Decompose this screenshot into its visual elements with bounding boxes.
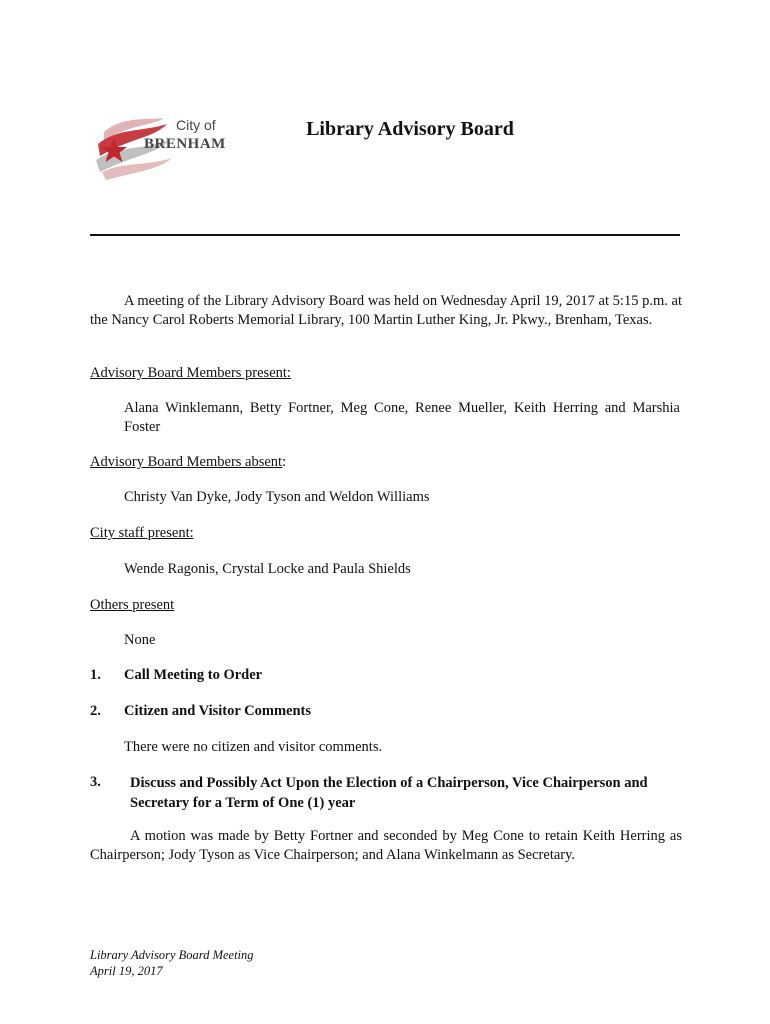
agenda-item-3-number: 3.	[90, 774, 101, 790]
document-title: Library Advisory Board	[306, 118, 514, 140]
others-present-heading: Others present	[90, 597, 175, 613]
logo-brenham-text: BRENHAM	[144, 136, 226, 152]
members-present-heading: Advisory Board Members present:	[90, 365, 291, 381]
members-present-list: Alana Winklemann, Betty Fortner, Meg Cone, Renee Mueller, Keith Herring and Marshia Foster	[124, 400, 680, 435]
agenda-item-3-body: A motion was made by Betty Fortner and seconded by Meg Cone to retain Keith Herring as Chairperson; Jody Tyson as Vice Chairperson; and Alana Winkelmann as Secretary.	[90, 828, 682, 863]
agenda-item-1-label: Call Meeting to Order	[124, 667, 263, 683]
intro-paragraph: A meeting of the Library Advisory Board was held on Wednesday April 19, 2017 at 5:15 p.m. at the Nancy Carol Roberts Memorial Library, 100 Martin Luther King, Jr. Pkwy., Brenham, Texas.	[90, 293, 682, 328]
agenda-item-2-number: 2.	[90, 703, 101, 719]
city-staff-heading: City staff present:	[90, 525, 194, 541]
agenda-item-1-number: 1.	[90, 667, 101, 683]
logo-graphic	[92, 110, 232, 182]
page-footer	[90, 947, 254, 979]
footer-line-2: April 19, 2017	[90, 964, 163, 978]
agenda-item-3-label: Discuss and Possibly Act Upon the Election of a Chairperson, Vice Chairperson and Secretary for a Term of One (1) year	[130, 775, 648, 811]
members-absent-heading-row	[90, 453, 682, 472]
footer-line-1: Library Advisory Board Meeting	[90, 948, 254, 962]
header-divider	[90, 234, 680, 236]
members-absent-heading: Advisory Board Members absent	[90, 454, 283, 470]
city-staff-list: Wende Ragonis, Crystal Locke and Paula Shields	[124, 561, 411, 577]
members-absent-colon: :	[282, 454, 287, 470]
agenda-item-2-body: There were no citizen and visitor comments.	[124, 739, 383, 755]
others-present-list: None	[124, 632, 156, 648]
agenda-item-2-label: Citizen and Visitor Comments	[124, 703, 312, 719]
city-of-brenham-logo	[92, 110, 232, 182]
members-absent-list: Christy Van Dyke, Jody Tyson and Weldon Williams	[124, 489, 430, 505]
logo-city-of-text: City of	[176, 117, 216, 133]
